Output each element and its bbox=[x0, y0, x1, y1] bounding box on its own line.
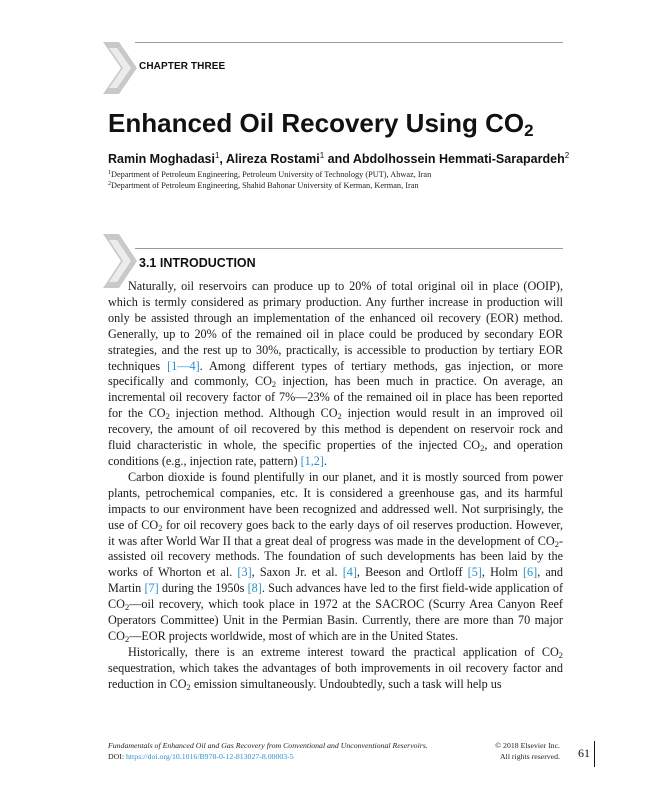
book-title: Fundamentals of Enhanced Oil and Gas Recovery from Conventional and Unconventional Reservoirs. bbox=[108, 741, 428, 750]
citation-link[interactable]: [1—4] bbox=[167, 358, 200, 373]
citation-link[interactable]: [7] bbox=[144, 581, 159, 596]
citation-link[interactable]: [3] bbox=[237, 565, 252, 580]
author-affil-sup: 2 bbox=[564, 151, 570, 160]
copyright-text: © 2018 Elsevier Inc. bbox=[495, 741, 560, 750]
paragraph-3: Historically, there is an extreme interest toward the practical application of $CO_2$ sequestration, which takes the advantages of both improvements in oil recovery factor and reduction in $CO_2$ emission simultaneously. Undoubtedly, such a task will help us bbox=[108, 644, 563, 692]
affiliation-sup: 1 bbox=[108, 170, 111, 176]
affiliation-2 bbox=[108, 181, 419, 190]
chapter-title bbox=[108, 108, 534, 141]
body-text bbox=[108, 279, 563, 693]
page-number: 61 bbox=[578, 746, 590, 760]
author-affil-sup: 1 bbox=[214, 151, 220, 160]
author-name: Alireza Rostami bbox=[225, 152, 320, 166]
citation-link[interactable]: [1,2] bbox=[300, 453, 324, 468]
citation-link[interactable]: [4] bbox=[342, 565, 357, 580]
citation-link[interactable]: [5] bbox=[467, 565, 482, 580]
footer-citation bbox=[108, 741, 428, 762]
section-rule bbox=[135, 248, 563, 249]
author-name: Ramin Moghadasi bbox=[108, 152, 215, 166]
author-sep: , bbox=[219, 152, 226, 166]
title-subscript: 2 bbox=[524, 121, 534, 140]
rights-text: All rights reserved. bbox=[500, 751, 560, 761]
citation-link[interactable]: [6] bbox=[522, 565, 538, 580]
paragraph-1: Naturally, oil reservoirs can produce up to 20% of total original oil in place (OOIP), which is termly considered as primary production. Any further increase in production will only be assisted through an implementation of the enhanced oil recovery (EOR) method. Generally, up to 20% of the remained oil in place could be produced by secondary EOR strategies, and the rest up to 30%, practically, is accessible to production by tertiary EOR techniques [1—4]. Among different types of tertiary methods, gas injection, or more specifically and commonly, $CO_2$ injection, has been much in practice. On average, an incremental oil recovery factor of 7%—23% of the remained oil in place has been reported for the $CO_2$ injection method. Although $CO_2$ injection would result in an improved oil recovery, the amount of oil recovered by this method is dependent on reservoir rock and fluid characteristic in whole, the specific properties of the injected $CO_2$, and operation conditions (e.g., injection rate, pattern) [1,2]. bbox=[108, 279, 563, 468]
doi-link[interactable]: https://doi.org/10.1016/B978-0-12-813027-8.00003-5 bbox=[125, 751, 294, 761]
author-affil-sup: 1 bbox=[319, 151, 325, 160]
chapter-rule bbox=[135, 42, 563, 43]
affiliation-1 bbox=[108, 170, 431, 179]
affiliation-sup: 2 bbox=[108, 181, 111, 187]
author-sep: and bbox=[324, 152, 353, 166]
author-name: Abdolhossein Hemmati-Sarapardeh bbox=[352, 152, 565, 166]
doi-label: DOI: bbox=[108, 751, 126, 761]
chapter-label: CHAPTER THREE bbox=[139, 61, 226, 72]
affiliation-text: Department of Petroleum Engineering, Shahid Bahonar University of Kerman, Kerman, Iran bbox=[111, 181, 419, 190]
affiliation-text: Department of Petroleum Engineering, Petroleum University of Technology (PUT), Ahwaz, Iran bbox=[111, 170, 432, 179]
citation-link[interactable]: [8] bbox=[247, 581, 262, 596]
paragraph-2: Carbon dioxide is found plentifully in our planet, and it is mostly sourced from power plants, petrochemical companies, etc. It is considered a greenhouse gas, and its harmful impacts to our environment have been recognized and addressed well. Not surprisingly, the use of $CO_2$ for oil recovery goes back to the early days of oil reserves production. However, it was after World War II that a great deal of progress was made in the development of $CO_2$-assisted oil recovery methods. The foundation of such developments has been laid by the works of Whorton et al. [3], Saxon Jr. et al. [4], Beeson and Ortloff [5], Holm [6], and Martin [7] during the 1950s [8]. Such advances have led to the first field-wide application of $CO_2—oil$ recovery, which took place in 1972 at the SACROC (Scurry Area Canyon Reef Operators Committee) Unit in the Permian Basin. Currently, there are more than 70 major $CO_2—EOR$ projects worldwide, most of which are in the United States. bbox=[108, 469, 563, 644]
page-number-bar bbox=[594, 741, 595, 767]
title-text: Enhanced Oil Recovery Using CO bbox=[108, 108, 525, 138]
footer-copyright bbox=[478, 741, 560, 762]
author-list bbox=[108, 151, 569, 166]
doi-line bbox=[108, 752, 428, 763]
section-heading: 3.1 INTRODUCTION bbox=[139, 256, 256, 270]
